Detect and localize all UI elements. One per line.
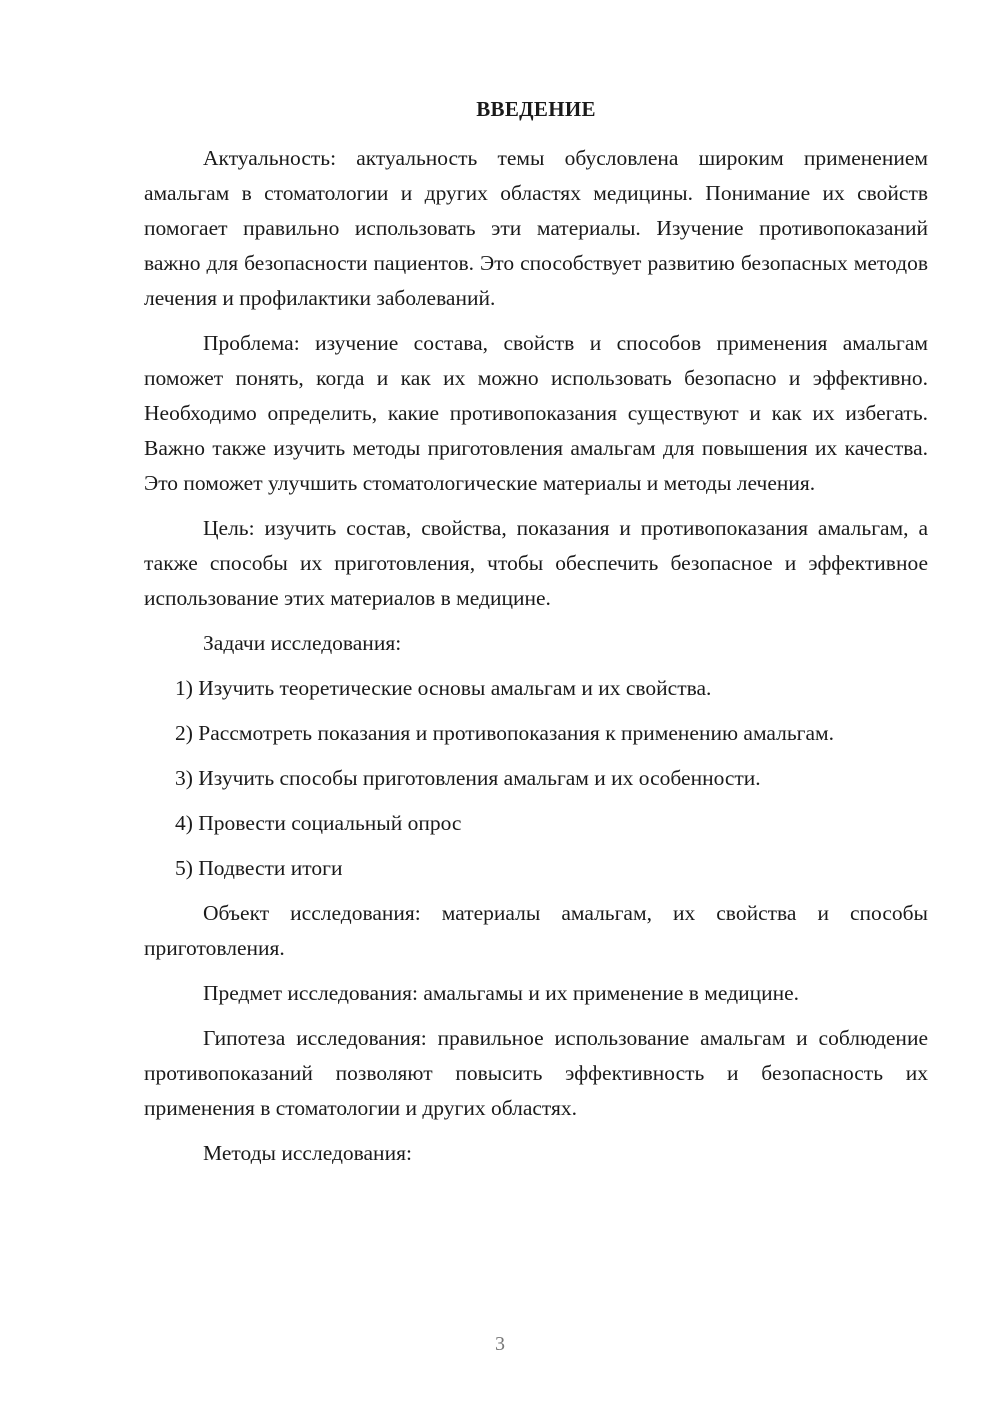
task-item-5: 5) Подвести итоги [175, 856, 343, 880]
section-title: ВВЕДЕНИЕ [476, 97, 596, 121]
paragraph-hypothesis: Гипотеза исследования: правильное использование амальгам и соблюдение противопоказаний позволяют повысить эффективность и безопасность их применения в стоматологии и других областях. [144, 1026, 928, 1120]
paragraph-tasks-heading: Задачи исследования: [203, 631, 402, 655]
task-item-2: 2) Рассмотреть показания и противопоказания к применению амальгам. [175, 721, 835, 745]
document-page [144, 92, 928, 1171]
paragraph-goal: Цель: изучить состав, свойства, показания и противопоказания амальгам, а также способы их приготовления, чтобы обеспечить безопасное и эффективное использование этих материалов в медицине. [144, 516, 928, 610]
task-item-4: 4) Провести социальный опрос [175, 811, 462, 835]
paragraph-methods: Методы исследования: [203, 1141, 412, 1165]
paragraph-object: Объект исследования: материалы амальгам, их свойства и способы приготовления. [144, 901, 928, 960]
page-number: 3 [495, 1333, 505, 1355]
paragraph-relevance: Актуальность: актуальность темы обусловлена широким применением амальгам в стоматологии и других областях медицины. Понимание их свойств помогает правильно использовать эти материалы. Изучение противопоказаний важно для безопасности пациентов. Это способствует развитию безопасных методов лечения и профилактики заболеваний. [144, 146, 928, 310]
task-item-3: 3) Изучить способы приготовления амальгам и их особенности. [175, 766, 761, 790]
paragraph-subject: Предмет исследования: амальгамы и их применение в медицине. [203, 981, 800, 1005]
paragraph-problem: Проблема: изучение состава, свойств и способов применения амальгам поможет понять, когда и как их можно использовать безопасно и эффективно. Необходимо определить, какие противопоказания существуют и как их избегать. Важно также изучить методы приготовления амальгам для повышения их качества. Это поможет улучшить стоматологические материалы и методы лечения. [144, 331, 928, 495]
task-item-1: 1) Изучить теоретические основы амальгам и их свойства. [175, 676, 712, 700]
